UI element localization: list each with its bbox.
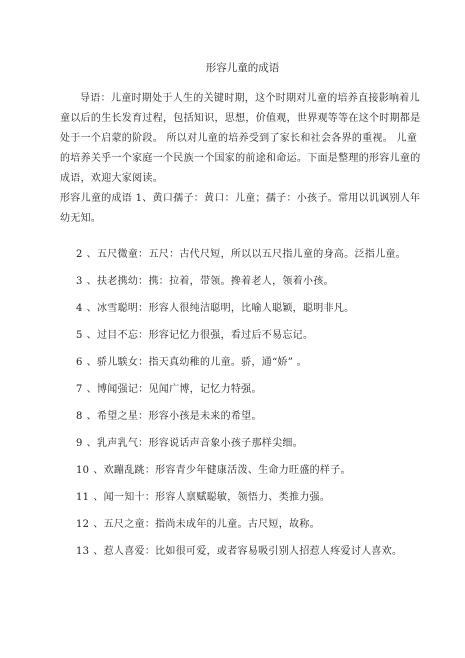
item-number: 4 [76, 303, 83, 314]
item-number: 5 [76, 330, 83, 341]
item-text: 、博闻强记：见闻广博，记忆力特强。 [86, 384, 262, 395]
list-item [60, 461, 425, 481]
item-number: 8 [76, 411, 83, 422]
item-number: 2 [76, 249, 83, 260]
item-number: 13 [76, 546, 90, 557]
item-text: 、闻一知十：形容人禀赋聪敏，领悟力、类推力强。 [93, 492, 331, 503]
list-item [60, 299, 425, 319]
list-item [60, 488, 425, 508]
item-text: 、希望之星：形容小孩是未来的希望。 [86, 411, 262, 422]
list-item [60, 245, 425, 265]
item-number: 7 [76, 384, 83, 395]
list-item [60, 326, 425, 346]
first-idiom-item: 形容儿童的成语 1、黄口孺子：黄口：儿童；孺子：小孩子。常用以讥讽别人年幼无知。 [60, 193, 421, 224]
item-number: 6 [76, 357, 83, 368]
item-text: 、骄儿騃女：指天真幼稚的儿童。骄，通“娇” 。 [86, 357, 307, 368]
list-item [60, 515, 425, 535]
list-item [60, 380, 425, 400]
list-item [60, 407, 425, 427]
list-item [60, 542, 425, 562]
item-text: 、乳声乳气：形容说话声音象小孩子那样尖细。 [86, 438, 303, 449]
item-text: 、扶老携幼：携：拉着，带领。搀着老人，领着小孩。 [86, 276, 334, 287]
list-item [60, 353, 425, 373]
item-number: 11 [76, 492, 90, 503]
list-item [60, 434, 425, 454]
list-item [60, 272, 425, 292]
item-number: 3 [76, 276, 83, 287]
idiom-list [60, 245, 425, 562]
item-number: 12 [76, 519, 90, 530]
item-text: 、惹人喜爱：比如很可爱，或者容易吸引别人招惹人疼爱讨人喜欢。 [93, 546, 403, 557]
intro-paragraph: 导语：儿童时期处于人生的关键时期，这个时期对儿童的培养直接影响着儿童以后的生长发育过程，包括知识，思想，价值观，世界观等等在这个时期都是处于一个启蒙的阶段。 所以对儿童的培养受到了家长和社会各界的重视。 儿童的培养关乎一个家庭一个民族一个国家的前途和命运。下面是整理的形容儿童的成语，欢迎大家阅读。 [60, 93, 421, 184]
item-text: 、五尺之童：指尚未成年的儿童。古尺短，故称。 [93, 519, 320, 530]
document-title: 形容儿童的成语 [205, 62, 280, 74]
item-number: 10 [76, 465, 90, 476]
item-text: 、五尺微童：五尺：古代尺短，所以以五尺指儿童的身高。泛指儿童。 [86, 249, 406, 260]
item-text: 、冰雪聪明：形容人很纯洁聪明，比喻人聪颖，聪明非凡。 [86, 303, 355, 314]
item-text: 、欢蹦乱跳：形容青少年健康活泼、生命力旺盛的样子。 [93, 465, 351, 476]
item-number: 9 [76, 438, 83, 449]
item-text: 、过目不忘：形容记忆力很强，看过后不易忘记。 [86, 330, 314, 341]
